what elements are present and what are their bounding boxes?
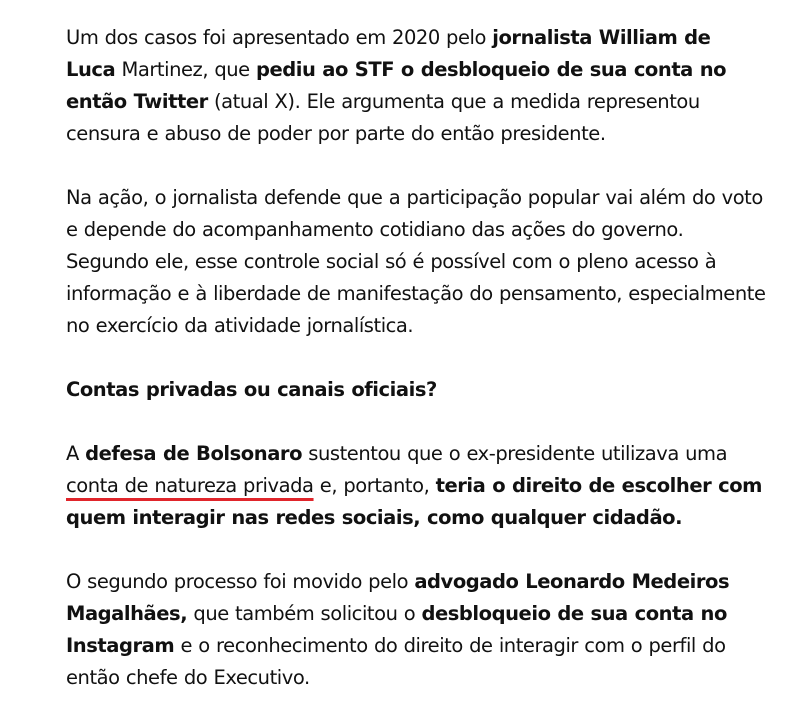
private-account-link[interactable]: conta de natureza privada [66, 474, 314, 497]
p1-text-3: (atual X). Ele argumenta que a medida representou censura e abuso de poder por parte do então presidente. [66, 90, 700, 145]
p1-bold-journalist: jornalista William de Luca [66, 26, 711, 81]
p3-text-3: e, portanto, [313, 474, 436, 497]
p1-text-2: Martinez, que [115, 58, 256, 81]
p3-bold-right: teria o direito de escolher com quem interagir nas redes sociais, como qualquer cidadão. [66, 474, 763, 529]
p4-bold-lawyer: advogado Leonardo Medeiros Magalhães, [66, 570, 730, 625]
article-body [66, 22, 766, 726]
paragraph-4 [66, 566, 766, 694]
p1-text-1: Um dos casos foi apresentado em 2020 pelo [66, 26, 493, 49]
section-heading: Contas privadas ou canais oficiais? [66, 378, 437, 401]
p1-bold-request: pediu ao STF o desbloqueio de sua conta no então Twitter [66, 58, 727, 113]
p4-bold-unblock: desbloqueio de sua conta no Instagram [66, 602, 727, 657]
p4-text-1: O segundo processo foi movido pelo [66, 570, 415, 593]
paragraph-3 [66, 438, 766, 534]
p3-bold-defense: defesa de Bolsonaro [85, 442, 303, 465]
p3-text-1: A [66, 442, 86, 465]
p4-text-3: e o reconhecimento do direito de interagir com o perfil do então chefe do Executivo. [66, 634, 726, 689]
p3-text-2: sustentou que o ex-presidente utilizava uma [302, 442, 728, 465]
paragraph-1 [66, 22, 766, 150]
p4-text-2: que também solicitou o [187, 602, 422, 625]
paragraph-2: Na ação, o jornalista defende que a participação popular vai além do voto e depende do acompanhamento cotidiano das ações do governo. Segundo ele, esse controle social só é possível com o pleno acesso à informação e à liberdade de manifestação do pensamento, especialmente no exercício da atividade jornalística. [66, 186, 766, 337]
